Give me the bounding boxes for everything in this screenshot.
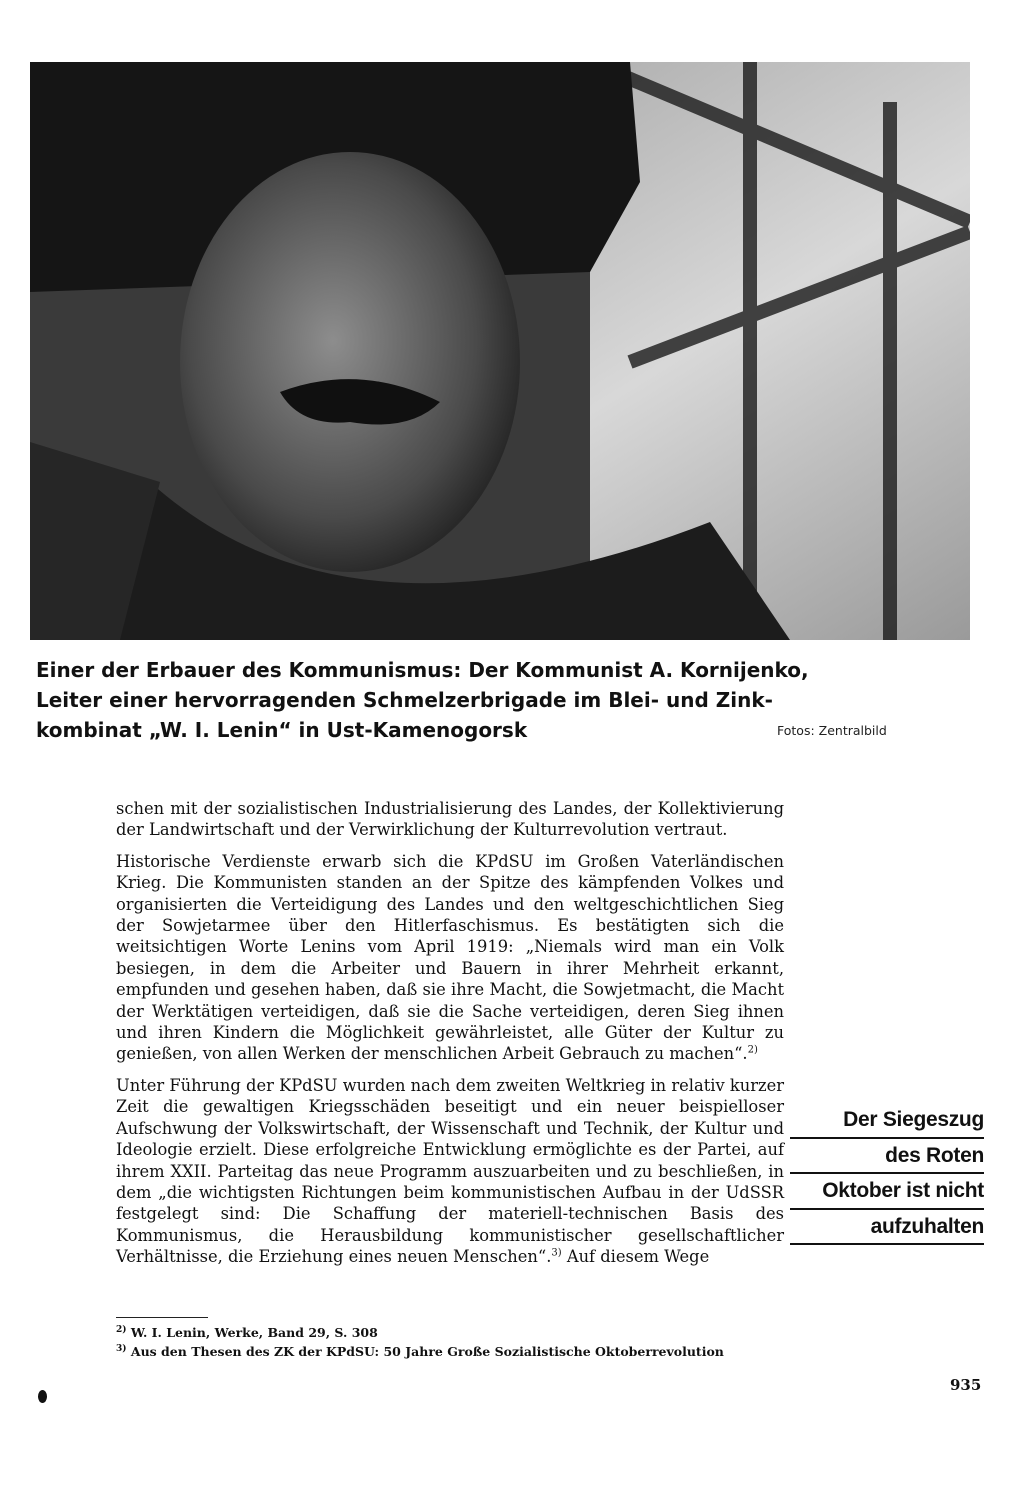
article-body (116, 798, 784, 1278)
caption-line: Einer der Erbauer des Kommunismus: Der Kommunist A. Kornijenko, (36, 658, 809, 682)
photo-illustration (30, 62, 970, 640)
footnotes (116, 1322, 796, 1360)
footnote-divider (116, 1317, 208, 1318)
paragraph (116, 851, 784, 1065)
marginal-heading-line: Der Siegeszug (790, 1103, 984, 1139)
footnote-text: W. I. Lenin, Werke, Band 29, S. 308 (126, 1325, 378, 1341)
footnote-2 (116, 1322, 796, 1341)
photo-credit: Fotos: Zentralbild (777, 723, 887, 738)
worker-portrait-photo (30, 62, 970, 640)
marginal-heading-line: Oktober ist nicht (790, 1174, 984, 1210)
footnote-mark: 2) (116, 1325, 127, 1335)
caption-line: Leiter einer hervorragenden Schmelzerbrigade im Blei- und Zink- (36, 688, 773, 712)
paragraph (116, 1075, 784, 1268)
paragraph-text: Unter Führung der KPdSU wurden nach dem zweiten Weltkrieg in relativ kurzer Zeit die gewaltigen Kriegsschäden beseitigt und ein neuer beispielloser Aufschwung der Volkswirtschaft, der Wissenschaft und Technik, der Kultur und Ideologie erzielt. Diese erfolgreiche Entwicklung ermöglichte es der Partei, auf ihrem XXII. Parteitag das neue Programm auszuarbeiten und zu beschließen, in dem „die wichtigsten Richtungen beim kommunistischen Aufbau in der UdSSR festgelegt sind: Die Schaffung der materiell-technischen Basis des Kommunismus, die Herausbildung kommunistischer gesellschaftlicher Verhältnisse, die Erziehung eines neuen Menschen“. (116, 1075, 784, 1267)
footnote-mark: 3) (116, 1344, 127, 1355)
caption-line: kombinat „W. I. Lenin“ in Ust-Kamenogorsk (36, 718, 528, 742)
paragraph-text: Historische Verdienste erwarb sich die KPdSU im Großen Vaterländischen Krieg. Die Kommunisten standen an der Spitze des kämpfenden Volkes und organisierten die Verteidigung des Landes und den weltgeschichtlichen Sieg der Sowjetarmee über den Hitlerfaschismus. Es bestätigten sich die weitsichtigen Worte Lenins vom April 1919: „Niemals wird man ein Volk besiegen, in dem die Arbeiter und Bauern in ihrer Mehrheit erkannt, empfunden und gesehen haben, daß sie ihre Macht, die Sowjetmacht, die Macht der Werktätigen verteidigen, daß sie die Sache verteidigen, deren Sieg ihnen und ihren Kindern die Möglichkeit gewährleistet, alle Güter der Kultur zu genießen, von allen Werken der menschlichen Arbeit Gebrauch zu machen“. (116, 851, 784, 1064)
footnote-ref: 2) (747, 1045, 758, 1057)
footnote-3 (116, 1341, 796, 1360)
marginal-heading-line: des Roten (790, 1139, 984, 1175)
marginal-heading-line: aufzuhalten (790, 1210, 984, 1246)
paragraph: schen mit der sozialistischen Industrialisierung des Landes, der Kollektivierung der Landwirtschaft und der Verwirklichung der Kulturrevolution vertraut. (116, 799, 784, 840)
footnote-text: Aus den Thesen des ZK der KPdSU: 50 Jahre Große Sozialistische Oktoberrevolution (126, 1344, 724, 1360)
paragraph-tail: Auf diesem Wege (561, 1247, 710, 1267)
footnote-ref: 3) (551, 1247, 562, 1259)
page-number: 935 (950, 1376, 982, 1394)
ink-dot (38, 1390, 47, 1403)
marginal-heading (790, 1103, 984, 1245)
